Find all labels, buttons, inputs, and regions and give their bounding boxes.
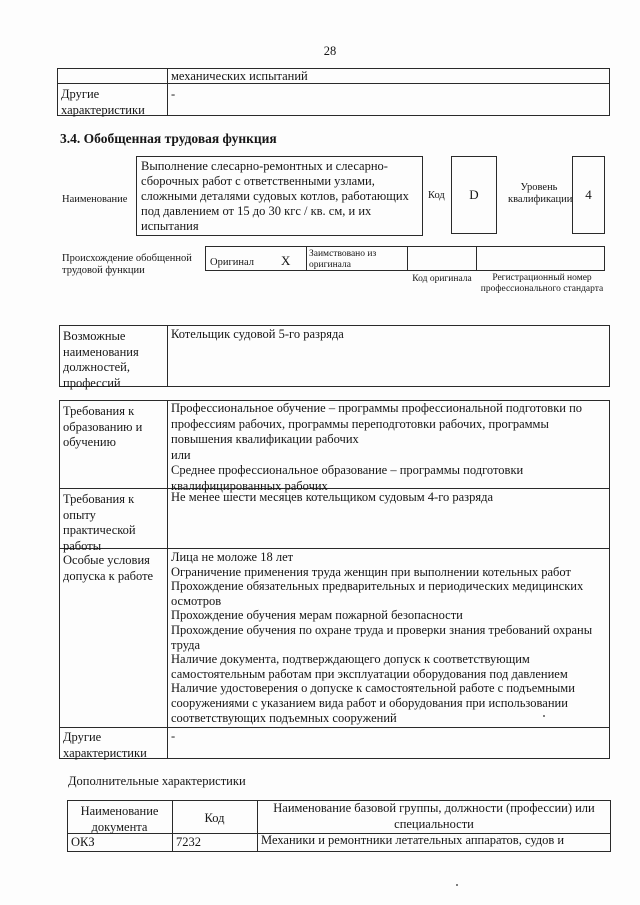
origin-original-label: Оригинал: [210, 257, 254, 268]
section-title: 3.4. Обобщенная трудовая функция: [60, 131, 277, 146]
education-line: Среднее профессиональное образование – программы подготовки: [171, 463, 524, 477]
special-line: сооружениями с указанием вида работ и оборудования при использовании: [171, 695, 568, 710]
education-label: Требования к образованию и обучению: [63, 404, 143, 449]
special-line: самостоятельным работам при эксплуатации оборудования под давлением: [171, 666, 568, 681]
education-line: или: [171, 447, 191, 462]
gtf-code-label: Код: [428, 190, 445, 201]
additional-title: Дополнительные характеристики: [68, 774, 246, 788]
gtf-level-box: [572, 156, 605, 234]
top-table-row2-label: Другие характеристики: [61, 87, 145, 117]
top-table-row2-value: -: [171, 87, 176, 101]
education-value: [168, 400, 610, 495]
education-line: профессиям рабочих, программы переподготовки рабочих, программы: [171, 416, 549, 431]
positions-value: Котельщик судовой 5-го разряда: [171, 327, 344, 341]
special-line: Прохождение обучения мерам пожарной безопасности: [171, 608, 463, 623]
gtf-name-label: Наименование: [62, 194, 128, 205]
additional-row-code: 7232: [176, 835, 201, 849]
origin-label: Происхождение обобщенной трудовой функции: [62, 253, 192, 276]
top-table-row1-value: механических испытаний: [171, 69, 308, 83]
page-number: 28: [323, 44, 337, 58]
origin-original-mark: X: [281, 253, 291, 268]
additional-header-doc: Наименование документа: [80, 804, 159, 834]
other-value: -: [171, 729, 176, 743]
experience-value: Не менее шести месяцев котельщиком судовым 4-го разряда: [171, 490, 494, 504]
special-line: Наличие удостоверения о допуске к самостоятельной работе с подъемными: [171, 681, 575, 696]
origin-table: [205, 246, 605, 271]
origin-reg-caption: Регистрационный номер профессионального стандарта: [480, 273, 604, 294]
gtf-level-value: 4: [585, 187, 592, 202]
special-line: труда: [171, 637, 201, 652]
special-line: Прохождение обязательных предварительных и периодических медицинских: [171, 579, 584, 594]
education-line: Профессиональное обучение – программы профессиональной подготовки по: [171, 401, 583, 415]
gtf-name-value: Выполнение слесарно-ремонтных и слесарно-сборочных работ с ответственными узлами, сложными деталями судовых котлов, работающих под давлением от 15 до 30 кгс / кв. см, и их испытания: [141, 159, 409, 233]
special-line: Ограничение применения труда женщин при выполнении котельных работ: [171, 564, 571, 579]
special-line: соответствующих подъемных сооружений: [171, 710, 397, 725]
special-line: Прохождение обучения по охране труда и проверки знания требований охраны: [171, 622, 593, 637]
other-label: Другие характеристики: [63, 730, 147, 760]
gtf-name-box: [136, 156, 423, 236]
origin-borrowed-label: Заимствовано из оригинала: [309, 249, 377, 270]
additional-row-doc: ОКЗ: [71, 835, 95, 849]
special-line: Наличие документа, подтверждающего допуск к соответствующим: [171, 652, 530, 667]
experience-label: Требования к опыту практической работы: [63, 492, 136, 553]
gtf-code-box: [451, 156, 497, 234]
education-line: повышения квалификации рабочих: [171, 432, 359, 446]
education-line: квалифицированных рабочих: [171, 478, 328, 493]
additional-row-name: Механики и ремонтники летательных аппаратов, судов и: [261, 833, 565, 847]
special-line: осмотров: [171, 593, 222, 608]
scan-speck: [543, 715, 545, 717]
special-line: Лица не моложе 18 лет: [171, 550, 294, 564]
positions-label: Возможные наименования должностей, профессий: [63, 329, 139, 390]
additional-header-name: Наименование базовой группы, должности (профессии) или специальности: [273, 801, 595, 831]
special-label: Особые условия допуска к работе: [63, 553, 154, 583]
gtf-level-label: Уровень квалификации: [508, 182, 573, 205]
additional-header-code: Код: [204, 811, 225, 825]
origin-code-caption: Код оригинала: [412, 274, 472, 284]
special-value: [168, 549, 610, 726]
scan-speck: [456, 884, 458, 886]
gtf-code-value: D: [469, 187, 479, 202]
